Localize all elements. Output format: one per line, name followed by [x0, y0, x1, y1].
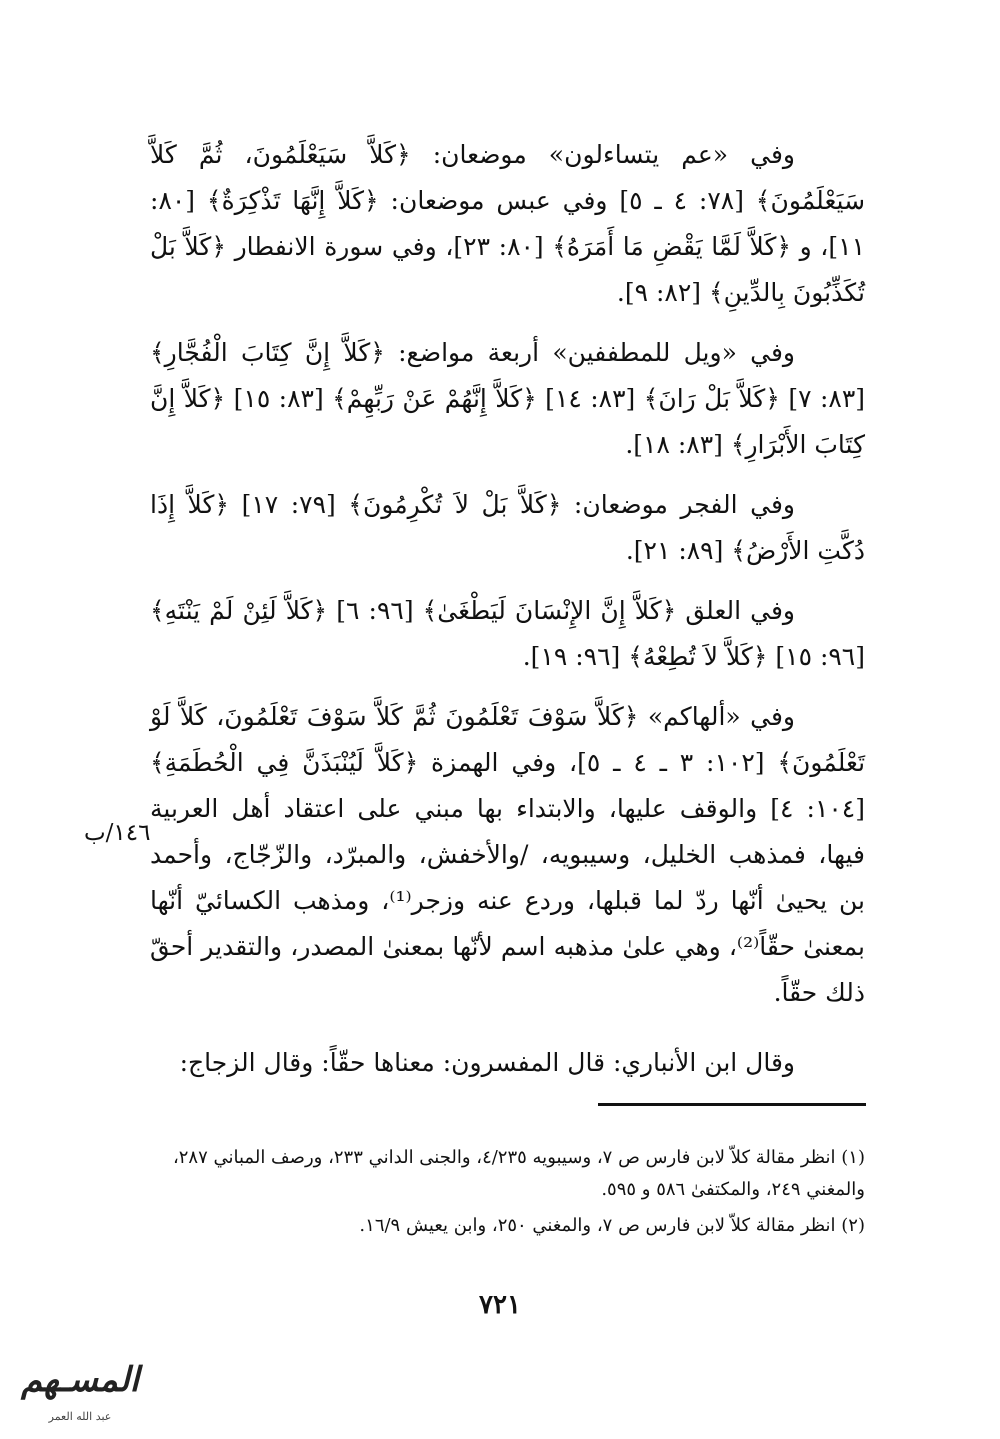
footnote-1: (١) انظر مقالة كلاّ لابن فارس ص ٧، وسيبويه ٤/٢٣٥، والجنى الداني ٢٣٣، ورصف المباني ٢٨٧، والمغني ٢٤٩، والمكتفىٰ ٥٨٦ و ٥٩٥. [172, 1147, 865, 1200]
paragraph-anbari: وقال ابن الأنباري: قال المفسرون: معناها حقّاً: وقال الزجاج: [179, 1048, 795, 1077]
paragraph-mutaffifin: وفي «ويل للمطففين» أربعة مواضع: ﴿كَلاَّ إِنَّ كِتَابَ الْفُجَّارِ﴾ [٨٣: ٧] ﴿كَلاَّ بَلْ رَانَ﴾ [٨٣: ١٤] ﴿كَلاَّ إِنَّهُمْ عَنْ رَبِّهِمْ﴾ [٨٣: ١٥] ﴿كَلاَّ إِنَّ كِتَابَ الأَبْرَارِ﴾ [٨٣: ١٨]. [150, 338, 866, 459]
paragraph-alaq: وفي العلق ﴿كَلاَّ إِنَّ الإِنْسَانَ لَيَطْغَىٰ﴾ [٩٦: ٦] ﴿كَلاَّ لَئِنْ لَمْ يَنْتَهِ﴾ [٩٦: ١٥] ﴿كَلاَّ لاَ تُطِعْهُ﴾ [٩٦: ١٩]. [150, 596, 865, 671]
footnote-divider [598, 1103, 866, 1106]
almosahm-logo [10, 1352, 150, 1436]
main-text [150, 132, 865, 1100]
paragraph-fajr: وفي الفجر موضعان: ﴿كَلاَّ بَلْ لاَ تُكْرِمُونَ﴾ [٧٩: ١٧] ﴿كَلاَّ إِذَا دُكَّتِ الأَرْضُ﴾ [٨٩: ٢١]. [150, 490, 865, 565]
paragraph-amma: وفي «عم يتساءلون» موضعان: ﴿كَلاَّ سَيَعْلَمُونَ، ثُمَّ كَلاَّ سَيَعْلَمُونَ﴾ [٧٨: ٤ ـ ٥] وفي عبس موضعان: ﴿كَلاَّ إِنَّهَا تَذْكِرَةٌ﴾ [٨٠: ١١]، و ﴿كَلاَّ لَمَّا يَقْضِ مَا أَمَرَهُ﴾ [٨٠: ٢٣]، وفي سورة الانفطار ﴿كَلاَّ بَلْ تُكَذِّبُونَ بِالدِّينِ﴾ [٨٢: ٩]. [150, 140, 866, 307]
paragraph-takathur: وفي «ألهاكم» ﴿كَلاَّ سَوْفَ تَعْلَمُونَ ثُمَّ كَلاَّ سَوْفَ تَعْلَمُونَ، كَلاَّ لَوْ تَعْلَمُونَ﴾ [١٠٢: ٣ ـ ٤ ـ ٥]، وفي الهمزة ﴿كَلاَّ لَيُنْبَذَنَّ فِي الْحُطَمَةِ﴾ [١٠٤: ٤] والوقف عليها، والابتداء بها مبني على اعتقاد أهل العربية فيها، فمذهب الخليل، وسيبويه، /والأخفش، والمبرّد، والزّجّاج، وأحمد بن يحيىٰ أنّها ردّ لما قبلها، وردع عنه وزجر⁽¹⁾، ومذهب الكسائيّ أنّها بمعنىٰ حقّاً⁽²⁾، وهي علىٰ مذهبه اسم لأنّها بمعنىٰ المصدر، والتقدير أحقّ ذلك حقّاً. [150, 702, 866, 1007]
manuscript-folio-note: ١٤٦/ب [84, 820, 151, 846]
logo-wordmark: المسـهم [20, 1360, 140, 1400]
footnote-2: (٢) انظر مقالة كلاّ لابن فارس ص ٧، والمغني ٢٥٠، وابن يعيش ١٦/٩. [359, 1215, 865, 1236]
footnotes [160, 1142, 865, 1246]
logo-signature: عبد الله العمر [48, 1410, 112, 1423]
page-number: ٧٢١ [479, 1290, 521, 1320]
